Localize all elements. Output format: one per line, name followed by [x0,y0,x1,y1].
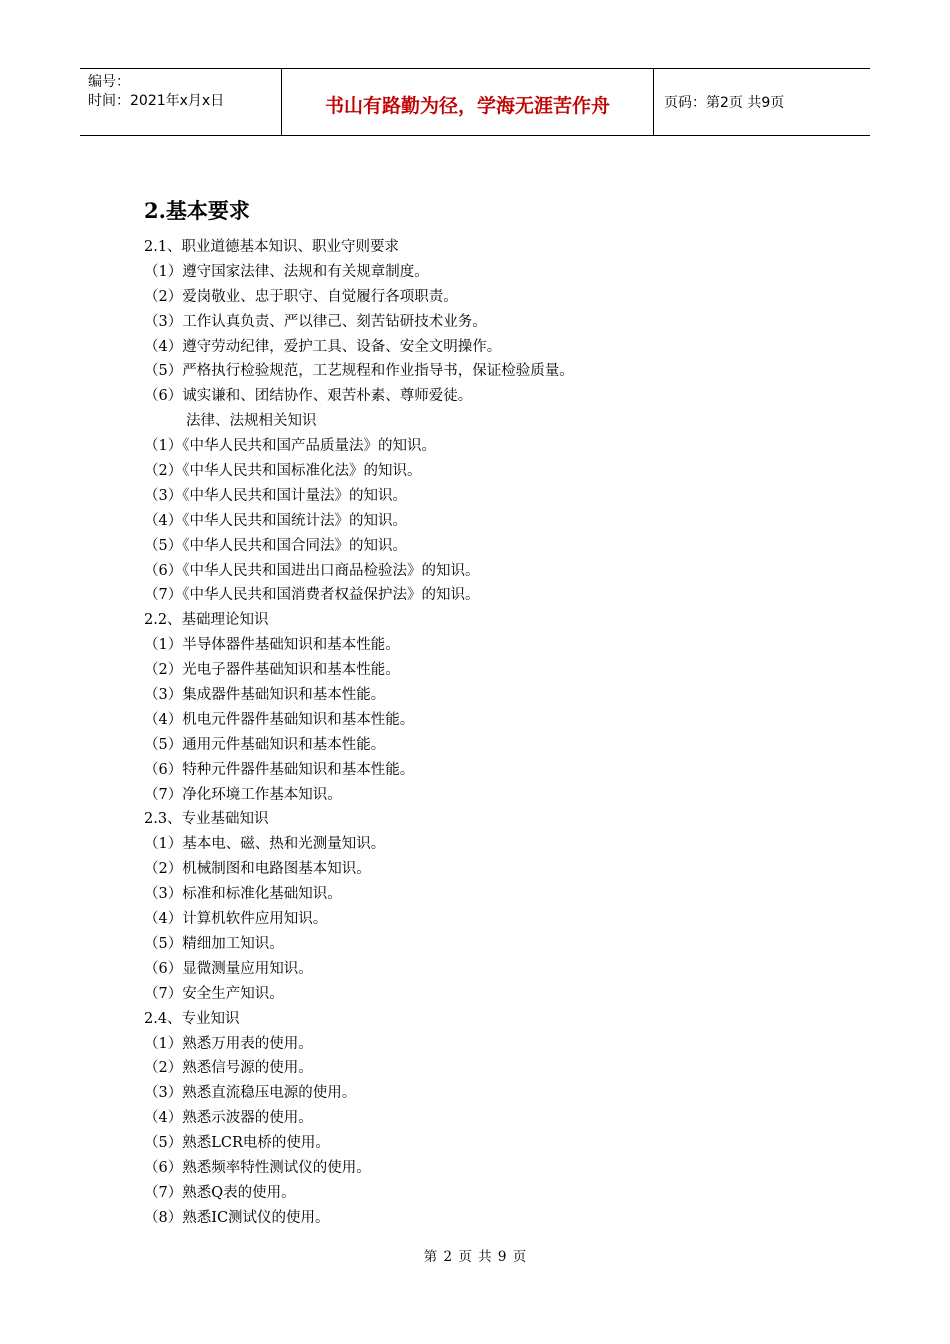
list-item: （2）《中华人民共和国标准化法》的知识。 [144,463,422,480]
list-item: （4）机电元件器件基础知识和基本性能。 [144,711,415,728]
list-item: （6）熟悉频率特性测试仪的使用。 [144,1159,371,1176]
list-item: （1）《中华人民共和国产品质量法》的知识。 [144,438,436,455]
page-footer: 第 2 页 共 9 页 [423,1249,527,1265]
list-item: （2）光电子器件基础知识和基本性能。 [144,662,400,679]
list-item: （7）安全生产知识。 [144,985,284,1002]
list-item: 2.3、专业基础知识 [144,811,269,828]
list-item: 法律、法规相关知识 [186,413,317,430]
requirements-list [144,235,844,1231]
list-item: （4）遵守劳动纪律，爱护工具、设备、安全文明操作。 [144,338,502,355]
list-item: （6）显微测量应用知识。 [144,960,313,977]
list-item: （3）《中华人民共和国计量法》的知识。 [144,487,407,504]
list-item: （5）《中华人民共和国合同法》的知识。 [144,537,407,554]
list-item: （2）爱岗敬业、忠于职守、自觉履行各项职责。 [144,288,458,305]
list-item: （6）诚实谦和、团结协作、艰苦朴素、尊师爱徒。 [144,388,473,405]
list-item: （5）严格执行检验规范，工艺规程和作业指导书，保证检验质量。 [144,363,574,380]
list-item: 2.2、基础理论知识 [144,612,269,629]
list-item: （3）熟悉直流稳压电源的使用。 [144,1085,357,1102]
list-item: （5）熟悉LCR电桥的使用。 [144,1135,330,1152]
list-item: （3）工作认真负责、严以律己、刻苦钻研技术业务。 [144,313,487,330]
list-item: （3）标准和标准化基础知识。 [144,886,342,903]
list-item: 2.4、专业知识 [144,1010,240,1027]
list-item: （1）半导体器件基础知识和基本性能。 [144,637,400,654]
list-item: （2）机械制图和电路图基本知识。 [144,861,371,878]
list-item: （6）《中华人民共和国进出口商品检验法》的知识。 [144,562,480,579]
list-item: （4）熟悉示波器的使用。 [144,1110,313,1127]
list-item: （1）熟悉万用表的使用。 [144,1035,313,1052]
list-item: （4）《中华人民共和国统计法》的知识。 [144,512,407,529]
document-time-label: 时间：2021年x月x日 [88,93,225,109]
list-item: （5）通用元件基础知识和基本性能。 [144,736,386,753]
page-header [80,68,870,136]
section-title: 2.基本要求 [144,198,250,223]
list-item: （6）特种元件器件基础知识和基本性能。 [144,761,415,778]
list-item: （5）精细加工知识。 [144,935,284,952]
list-item: （3）集成器件基础知识和基本性能。 [144,687,386,704]
list-item: （7）净化环境工作基本知识。 [144,786,342,803]
document-body [144,196,844,1231]
document-number-label: 编号： [88,74,130,90]
list-item: （4）计算机软件应用知识。 [144,911,328,928]
list-item: （2）熟悉信号源的使用。 [144,1060,313,1077]
list-item: （1）基本电、磁、热和光测量知识。 [144,836,386,853]
header-page-info: 页码：第2页 共9页 [664,95,785,111]
list-item: 2.1、职业道德基本知识、职业守则要求 [144,239,400,255]
header-meta [80,69,282,135]
header-motto: 书山有路勤为径，学海无涯苦作舟 [282,69,654,135]
list-item: （7）《中华人民共和国消费者权益保护法》的知识。 [144,587,480,604]
list-item: （1）遵守国家法律、法规和有关规章制度。 [144,263,429,280]
list-item: （8）熟悉IC测试仪的使用。 [144,1209,330,1226]
list-item: （7）熟悉Q表的使用。 [144,1184,296,1201]
